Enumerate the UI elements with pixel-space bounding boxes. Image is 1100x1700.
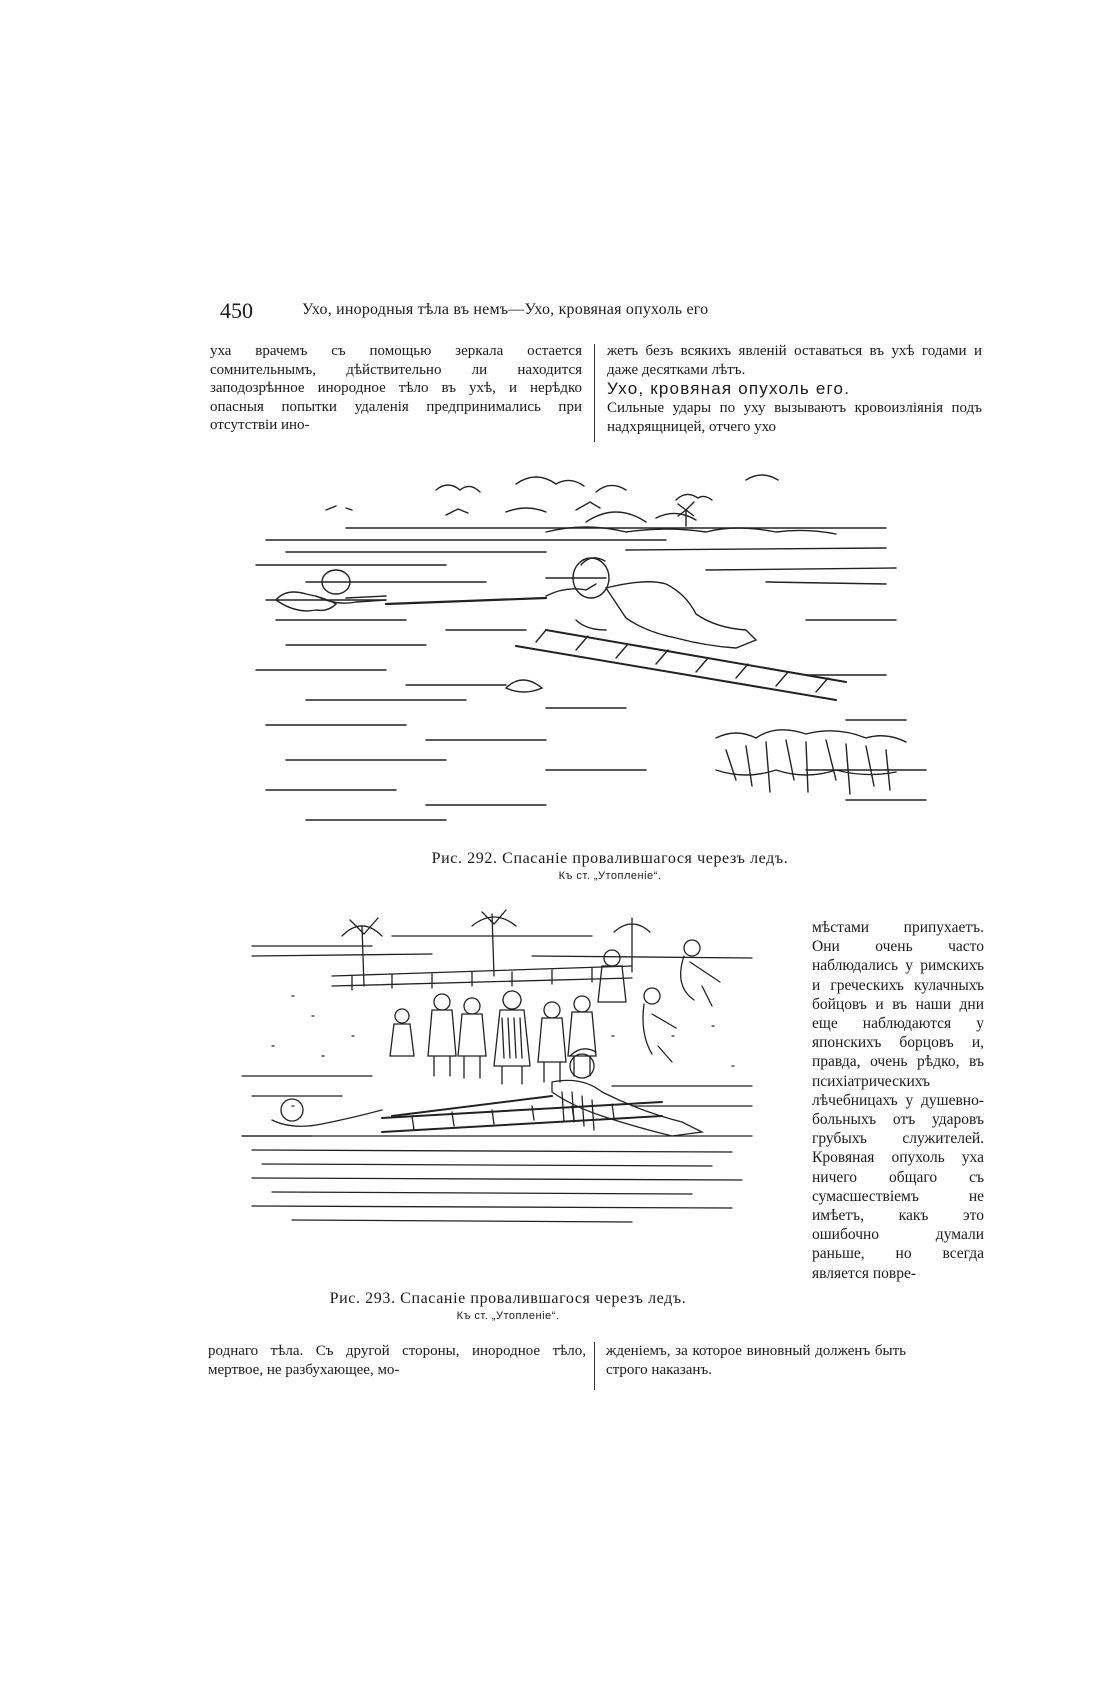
text-column-left-bottom xyxy=(208,1342,586,1379)
illustration-ice-rescue-crowd xyxy=(232,906,764,1234)
illustration-ice-rescue-ladder xyxy=(246,470,936,838)
text-column-right-top xyxy=(607,342,982,436)
caption-text: Рис. 292. Спасаніе провалившагося черезъ ледъ. xyxy=(431,850,789,867)
section-heading: Ухо, кровяная опухоль его. xyxy=(607,379,851,398)
figure-caption-293 xyxy=(278,1290,738,1322)
paragraph: жетъ безъ всякихъ явленій оставаться въ ухѣ годами и даже десятками лѣтъ. xyxy=(607,343,982,378)
running-title: Ухо, инородныя тѣла въ немъ—Ухо, кровяная опухоль его xyxy=(302,301,709,318)
paragraph: мѣстами припухаетъ. Они очень часто наблюдались у римскихъ и греческихъ кулачныхъ бойцовъ и въ наши дни еще наблюдаются у японскихъ борцовъ и, правда, очень рѣдко, въ психіатрическихъ лѣчебницахъ у душевно-больныхъ отъ ударовъ грубыхъ служителей. Кровяная опухоль уха ничего общаго съ сумасшествіемъ не имѣетъ, какъ это ошибочно думали раньше, но всегда является повре- xyxy=(812,919,984,1282)
text-column-left-top xyxy=(210,342,582,435)
text-column-right-narrow xyxy=(812,918,984,1283)
paragraph: уха врачемъ съ помощью зеркала остается сомнительнымъ, дѣйствительно ли находится заподозрѣнное инородное тѣло въ ухѣ, и нерѣдко опасныя попытки удаленія предпринимались при отсутствіи ино- xyxy=(210,343,582,433)
column-divider xyxy=(594,344,595,442)
paragraph: роднаго тѣла. Съ другой стороны, инородное тѣло, мертвое, не разбухающее, мо- xyxy=(208,1343,586,1378)
page-number: 450 xyxy=(220,298,253,323)
caption-reference: Къ ст. „Утопленіе“. xyxy=(558,870,662,882)
caption-text: Рис. 293. Спасаніе провалившагося черезъ ледъ. xyxy=(329,1290,687,1307)
text-column-right-bottom xyxy=(606,1342,906,1379)
running-header xyxy=(220,298,900,324)
caption-reference: Къ ст. „Утопленіе“. xyxy=(456,1310,560,1322)
column-divider xyxy=(594,1342,595,1390)
paragraph: жденіемъ, за которое виновный долженъ быть строго наказанъ. xyxy=(606,1343,906,1378)
figure-caption-292 xyxy=(360,850,860,882)
paragraph: Сильные удары по уху вызываютъ кровоизліянія подъ надхрящницей, отчего ухо xyxy=(607,400,982,435)
